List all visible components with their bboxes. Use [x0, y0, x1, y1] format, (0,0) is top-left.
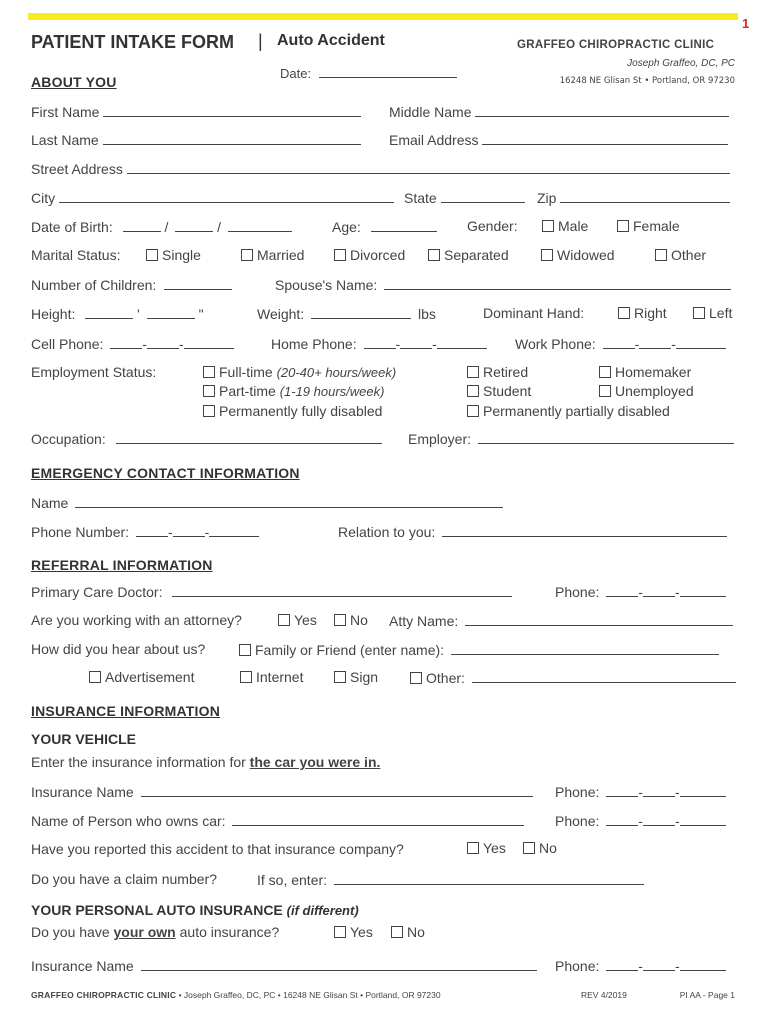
hear-sign-option[interactable]: [334, 669, 378, 685]
vehicle-intro-text: Enter the insurance information for: [31, 754, 246, 770]
employment-student-option[interactable]: [467, 383, 531, 399]
family-label: Family or Friend (enter name):: [255, 642, 445, 658]
marital-separated-option[interactable]: [428, 247, 509, 263]
weight-unit: lbs: [418, 306, 436, 322]
advert-checkbox[interactable]: [89, 671, 101, 683]
advert-label: Advertisement: [105, 669, 195, 685]
middle-name-blank[interactable]: [475, 103, 729, 117]
personal-ins-dash-2: -: [674, 958, 680, 974]
relation-label: Relation to you:: [338, 524, 436, 540]
marital-other-option[interactable]: [655, 247, 706, 263]
own-ins-question: [31, 924, 279, 940]
owner-phone-label: Phone:: [555, 813, 600, 829]
sign-checkbox[interactable]: [334, 671, 346, 683]
internet-label: Internet: [256, 669, 304, 685]
student-label: Student: [483, 383, 532, 399]
work-phone-label: Work Phone:: [515, 336, 596, 352]
work-area-blank[interactable]: [603, 335, 635, 349]
pcp-phone-field[interactable]: [555, 583, 726, 600]
personal-ins-note: (if different): [286, 903, 359, 918]
family-checkbox[interactable]: [239, 644, 251, 656]
personal-ins-phone-label: Phone:: [555, 958, 600, 974]
owner-dash-1: -: [638, 813, 643, 829]
emergency-name-blank[interactable]: [75, 494, 503, 508]
cell-prefix-blank[interactable]: [147, 335, 179, 349]
perm-partial-label: Permanently partially disabled: [483, 403, 670, 419]
date-label: Date:: [280, 66, 312, 81]
relation-field[interactable]: [338, 523, 727, 540]
male-checkbox[interactable]: [542, 220, 554, 232]
weight-label: Weight:: [257, 306, 305, 322]
street-field[interactable]: [31, 160, 730, 177]
owner-label: Name of Person who owns car:: [31, 813, 226, 829]
hear-internet-option[interactable]: [240, 669, 303, 685]
pcp-line-blank[interactable]: [680, 583, 726, 597]
hear-family-option[interactable]: [239, 641, 719, 658]
city-field[interactable]: [31, 189, 394, 206]
emergency-name-label: Name: [31, 495, 69, 511]
attorney-yes-option[interactable]: [278, 612, 317, 628]
employment-perm-partial-option[interactable]: [467, 403, 670, 419]
owner-phone-field[interactable]: [555, 812, 726, 829]
spouse-blank[interactable]: [384, 276, 731, 290]
insurance-heading: INSURANCE INFORMATION: [31, 703, 221, 719]
footer-revision: REV 4/2019: [581, 990, 627, 1000]
personal-ins-name-label: Insurance Name: [31, 958, 134, 974]
marital-label: Marital Status:: [31, 247, 121, 263]
employment-perm-full-option[interactable]: [203, 403, 382, 419]
about-heading: ABOUT YOU: [31, 74, 117, 90]
fulltime-label: Full-time: [219, 364, 273, 380]
children-label: Number of Children:: [31, 277, 157, 293]
claim-question: Do you have a claim number?: [31, 871, 217, 887]
first-name-field[interactable]: [31, 103, 361, 120]
widowed-label: Widowed: [557, 247, 615, 263]
student-checkbox[interactable]: [467, 385, 479, 397]
pcp-field[interactable]: [31, 583, 512, 600]
other-checkbox[interactable]: [655, 249, 667, 261]
hear-other-blank[interactable]: [472, 669, 736, 683]
divorced-label: Divorced: [350, 247, 406, 263]
occupation-field[interactable]: [31, 430, 382, 447]
own-ins-q-a: Do you have: [31, 924, 110, 940]
vehicle-ins-dash-1: -: [638, 784, 643, 800]
employment-homemaker-option[interactable]: [599, 364, 691, 380]
vehicle-ins-dash-2: -: [674, 784, 680, 800]
attorney-yes-label: Yes: [294, 612, 317, 628]
home-dash-1: -: [395, 336, 401, 352]
email-field[interactable]: [389, 131, 728, 148]
email-blank[interactable]: [482, 131, 728, 145]
cell-dash-1: -: [142, 336, 147, 352]
age-blank[interactable]: [371, 218, 437, 232]
owner-line-blank[interactable]: [680, 812, 726, 826]
last-name-blank[interactable]: [103, 131, 361, 145]
divorced-checkbox[interactable]: [334, 249, 346, 261]
dob-day-blank[interactable]: [175, 218, 213, 232]
owner-prefix-blank[interactable]: [643, 812, 675, 826]
cell-area-blank[interactable]: [110, 335, 142, 349]
perm-full-label: Permanently fully disabled: [219, 403, 383, 419]
spouse-field[interactable]: [275, 276, 731, 293]
gender-label: Gender:: [467, 218, 518, 234]
zip-blank[interactable]: [560, 189, 730, 203]
own-ins-q-emphasis: your own: [113, 924, 176, 940]
retired-checkbox[interactable]: [467, 366, 479, 378]
work-dash-1: -: [634, 336, 640, 352]
zip-label: Zip: [537, 190, 557, 206]
age-field[interactable]: [332, 218, 437, 235]
claim-number-blank[interactable]: [334, 871, 644, 885]
owner-dash-2: -: [674, 813, 680, 829]
emergency-heading: EMERGENCY CONTACT INFORMATION: [31, 465, 300, 481]
state-field[interactable]: [404, 189, 525, 206]
marital-single-option[interactable]: [146, 247, 201, 263]
occupation-blank[interactable]: [116, 430, 382, 444]
referral-heading: REFERRAL INFORMATION: [31, 557, 213, 573]
atty-name-field[interactable]: [389, 612, 733, 629]
female-label: Female: [633, 218, 680, 234]
home-prefix-blank[interactable]: [400, 335, 432, 349]
claim-enter-label: If so, enter:: [257, 872, 328, 888]
dob-field[interactable]: [31, 218, 292, 235]
attorney-no-checkbox[interactable]: [334, 614, 346, 626]
married-checkbox[interactable]: [241, 249, 253, 261]
vehicle-intro: [31, 754, 380, 770]
personal-ins-name-blank[interactable]: [141, 957, 537, 971]
atty-name-label: Atty Name:: [389, 613, 459, 629]
right-hand-checkbox[interactable]: [618, 307, 630, 319]
reported-question: Have you reported this accident to that insurance company?: [31, 841, 404, 857]
weight-blank[interactable]: [311, 305, 411, 319]
page-number: 1: [742, 16, 750, 31]
vehicle-ins-phone-field[interactable]: [555, 783, 726, 800]
first-name-label: First Name: [31, 104, 100, 120]
pcp-phone-label: Phone:: [555, 584, 600, 600]
vehicle-ins-area-blank[interactable]: [606, 783, 638, 797]
attorney-no-label: No: [350, 612, 368, 628]
family-name-blank[interactable]: [451, 641, 719, 655]
clinic-name: GRAFFEO CHIROPRACTIC CLINIC: [517, 39, 715, 51]
vehicle-intro-emphasis: the car you were in.: [249, 754, 381, 770]
own-ins-no-option[interactable]: [391, 924, 425, 940]
perm-partial-checkbox[interactable]: [467, 405, 479, 417]
personal-ins-title: YOUR PERSONAL AUTO INSURANCE: [31, 902, 283, 918]
single-label: Single: [162, 247, 201, 263]
marital-married-option[interactable]: [241, 247, 304, 263]
footer-clinic: [31, 990, 441, 1000]
hear-advert-option[interactable]: [89, 669, 194, 685]
date-field[interactable]: [280, 64, 457, 81]
separated-label: Separated: [444, 247, 509, 263]
last-name-field[interactable]: [31, 131, 361, 148]
email-label: Email Address: [389, 132, 479, 148]
perm-full-checkbox[interactable]: [203, 405, 215, 417]
work-dash-2: -: [671, 336, 676, 352]
single-checkbox[interactable]: [146, 249, 158, 261]
hand-left-option[interactable]: [693, 305, 732, 321]
date-blank[interactable]: [319, 64, 457, 78]
sign-label: Sign: [350, 669, 379, 685]
own-ins-q-b: auto insurance?: [179, 924, 280, 940]
height-feet-mark: ': [137, 306, 140, 322]
attorney-yes-checkbox[interactable]: [278, 614, 290, 626]
pcp-area-blank[interactable]: [606, 583, 638, 597]
married-label: Married: [257, 247, 305, 263]
footer-clinic-details: • Joseph Graffeo, DC, PC • 16248 NE Glisan St • Portland, OR 97230: [178, 990, 441, 1000]
left-hand-checkbox[interactable]: [693, 307, 705, 319]
personal-ins-area-blank[interactable]: [606, 957, 638, 971]
state-blank[interactable]: [441, 189, 525, 203]
dob-sep-1: /: [164, 219, 169, 235]
middle-name-field[interactable]: [389, 103, 729, 120]
work-prefix-blank[interactable]: [639, 335, 671, 349]
dob-month-blank[interactable]: [123, 218, 161, 232]
dob-sep-2: /: [217, 219, 222, 235]
clinic-address: 16248 NE Glisan St • Portland, OR 97230: [559, 76, 735, 86]
own-ins-yes-option[interactable]: [334, 924, 373, 940]
gender-male-option[interactable]: [542, 218, 588, 234]
last-name-label: Last Name: [31, 132, 99, 148]
cell-line-blank[interactable]: [184, 335, 234, 349]
personal-ins-heading: [31, 902, 359, 918]
claim-field[interactable]: [257, 871, 644, 888]
first-name-blank[interactable]: [103, 103, 361, 117]
employment-label: Employment Status:: [31, 364, 157, 380]
height-feet-blank[interactable]: [85, 305, 133, 319]
other-label: Other: [671, 247, 707, 263]
vehicle-ins-prefix-blank[interactable]: [643, 783, 675, 797]
separated-checkbox[interactable]: [428, 249, 440, 261]
vehicle-ins-name-label: Insurance Name: [31, 784, 134, 800]
gender-female-option[interactable]: [617, 218, 680, 234]
employment-unemployed-option[interactable]: [599, 383, 694, 399]
home-line-blank[interactable]: [437, 335, 487, 349]
home-area-blank[interactable]: [364, 335, 396, 349]
personal-ins-prefix-blank[interactable]: [643, 957, 675, 971]
emergency-line-blank[interactable]: [209, 523, 259, 537]
occupation-label: Occupation:: [31, 431, 106, 447]
children-blank[interactable]: [164, 276, 232, 290]
dob-label: Date of Birth:: [31, 219, 113, 235]
cell-phone-field[interactable]: [31, 335, 234, 352]
employer-label: Employer:: [408, 431, 472, 447]
home-phone-label: Home Phone:: [271, 336, 357, 352]
hear-other-option[interactable]: [410, 669, 736, 686]
owner-field[interactable]: [31, 812, 524, 829]
pcp-blank[interactable]: [172, 583, 512, 597]
dob-year-blank[interactable]: [228, 218, 292, 232]
attorney-no-option[interactable]: [334, 612, 368, 628]
street-label: Street Address: [31, 161, 123, 177]
parttime-checkbox[interactable]: [203, 385, 215, 397]
hand-right-option[interactable]: [618, 305, 667, 321]
cell-dash-2: -: [178, 336, 184, 352]
reported-yes-option[interactable]: [467, 840, 506, 856]
footer-clinic-name: GRAFFEO CHIROPRACTIC CLINIC: [31, 990, 177, 1000]
marital-widowed-option[interactable]: [541, 247, 615, 263]
personal-ins-phone-field[interactable]: [555, 957, 726, 974]
vehicle-ins-phone-label: Phone:: [555, 784, 600, 800]
height-inches-blank[interactable]: [147, 305, 195, 319]
attorney-question: Are you working with an attorney?: [31, 612, 242, 628]
form-subtitle: Auto Accident: [277, 32, 385, 49]
form-title: PATIENT INTAKE FORM: [31, 32, 234, 52]
emergency-dash-1: -: [167, 524, 173, 540]
title-separator: |: [258, 31, 263, 51]
retired-label: Retired: [483, 364, 529, 380]
parttime-note: (1-19 hours/week): [279, 384, 385, 399]
homemaker-label: Homemaker: [615, 364, 692, 380]
relation-blank[interactable]: [442, 523, 727, 537]
employer-blank[interactable]: [478, 430, 734, 444]
male-label: Male: [558, 218, 589, 234]
fulltime-note: (20-40+ hours/week): [276, 365, 397, 380]
pcp-prefix-blank[interactable]: [643, 583, 675, 597]
left-hand-label: Left: [709, 305, 733, 321]
doctor-name: Joseph Graffeo, DC, PC: [627, 58, 735, 69]
internet-checkbox[interactable]: [240, 671, 252, 683]
right-hand-label: Right: [634, 305, 667, 321]
street-blank[interactable]: [127, 160, 730, 174]
vehicle-heading: YOUR VEHICLE: [31, 731, 137, 747]
employment-retired-option[interactable]: [467, 364, 528, 380]
personal-ins-dash-1: -: [638, 958, 643, 974]
emergency-name-field[interactable]: [31, 494, 503, 511]
middle-name-label: Middle Name: [389, 104, 472, 120]
own-ins-yes-checkbox[interactable]: [334, 926, 346, 938]
vehicle-ins-name-field[interactable]: [31, 783, 533, 800]
age-label: Age:: [332, 219, 361, 235]
height-field[interactable]: [31, 305, 204, 322]
personal-ins-line-blank[interactable]: [680, 957, 726, 971]
footer-page: PI AA - Page 1: [679, 990, 735, 1000]
hear-question: How did you hear about us?: [31, 641, 206, 657]
owner-blank[interactable]: [232, 812, 524, 826]
own-ins-yes-label: Yes: [350, 924, 373, 940]
own-ins-no-checkbox[interactable]: [391, 926, 403, 938]
unemployed-label: Unemployed: [615, 383, 694, 399]
emergency-dash-2: -: [204, 524, 210, 540]
female-checkbox[interactable]: [617, 220, 629, 232]
own-ins-no-label: No: [407, 924, 425, 940]
hear-other-checkbox[interactable]: [410, 672, 422, 684]
emergency-phone-label: Phone Number:: [31, 524, 130, 540]
state-label: State: [404, 190, 437, 206]
pcp-label: Primary Care Doctor:: [31, 584, 163, 600]
employment-parttime-option[interactable]: [203, 383, 384, 399]
home-phone-field[interactable]: [271, 335, 487, 352]
work-phone-field[interactable]: [515, 335, 726, 352]
reported-no-option[interactable]: [523, 840, 557, 856]
vehicle-ins-name-blank[interactable]: [141, 783, 533, 797]
weight-field[interactable]: [257, 305, 436, 322]
work-line-blank[interactable]: [676, 335, 726, 349]
height-label: Height:: [31, 306, 76, 322]
dominant-hand-label: Dominant Hand:: [483, 305, 585, 321]
pcp-dash-2: -: [674, 584, 680, 600]
spouse-label: Spouse's Name:: [275, 277, 378, 293]
widowed-checkbox[interactable]: [541, 249, 553, 261]
marital-divorced-option[interactable]: [334, 247, 405, 263]
children-field[interactable]: [31, 276, 232, 293]
unemployed-checkbox[interactable]: [599, 385, 611, 397]
parttime-label: Part-time: [219, 383, 276, 399]
zip-field[interactable]: [537, 189, 730, 206]
homemaker-checkbox[interactable]: [599, 366, 611, 378]
reported-yes-checkbox[interactable]: [467, 842, 479, 854]
emergency-prefix-blank[interactable]: [173, 523, 205, 537]
fulltime-checkbox[interactable]: [203, 366, 215, 378]
height-inches-mark: ": [198, 306, 204, 322]
atty-name-blank[interactable]: [465, 612, 733, 626]
employer-field[interactable]: [408, 430, 734, 447]
city-label: City: [31, 190, 56, 206]
owner-area-blank[interactable]: [606, 812, 638, 826]
employment-fulltime-option[interactable]: [203, 364, 396, 380]
vehicle-ins-line-blank[interactable]: [680, 783, 726, 797]
emergency-area-blank[interactable]: [136, 523, 168, 537]
personal-ins-name-field[interactable]: [31, 957, 537, 974]
pcp-dash-1: -: [638, 584, 643, 600]
home-dash-2: -: [432, 336, 437, 352]
emergency-phone-field[interactable]: [31, 523, 259, 540]
city-blank[interactable]: [59, 189, 394, 203]
reported-no-label: No: [539, 840, 557, 856]
reported-no-checkbox[interactable]: [523, 842, 535, 854]
reported-yes-label: Yes: [483, 840, 506, 856]
hear-other-label: Other:: [426, 670, 465, 686]
top-yellow-bar: [28, 13, 738, 20]
cell-phone-label: Cell Phone:: [31, 336, 104, 352]
